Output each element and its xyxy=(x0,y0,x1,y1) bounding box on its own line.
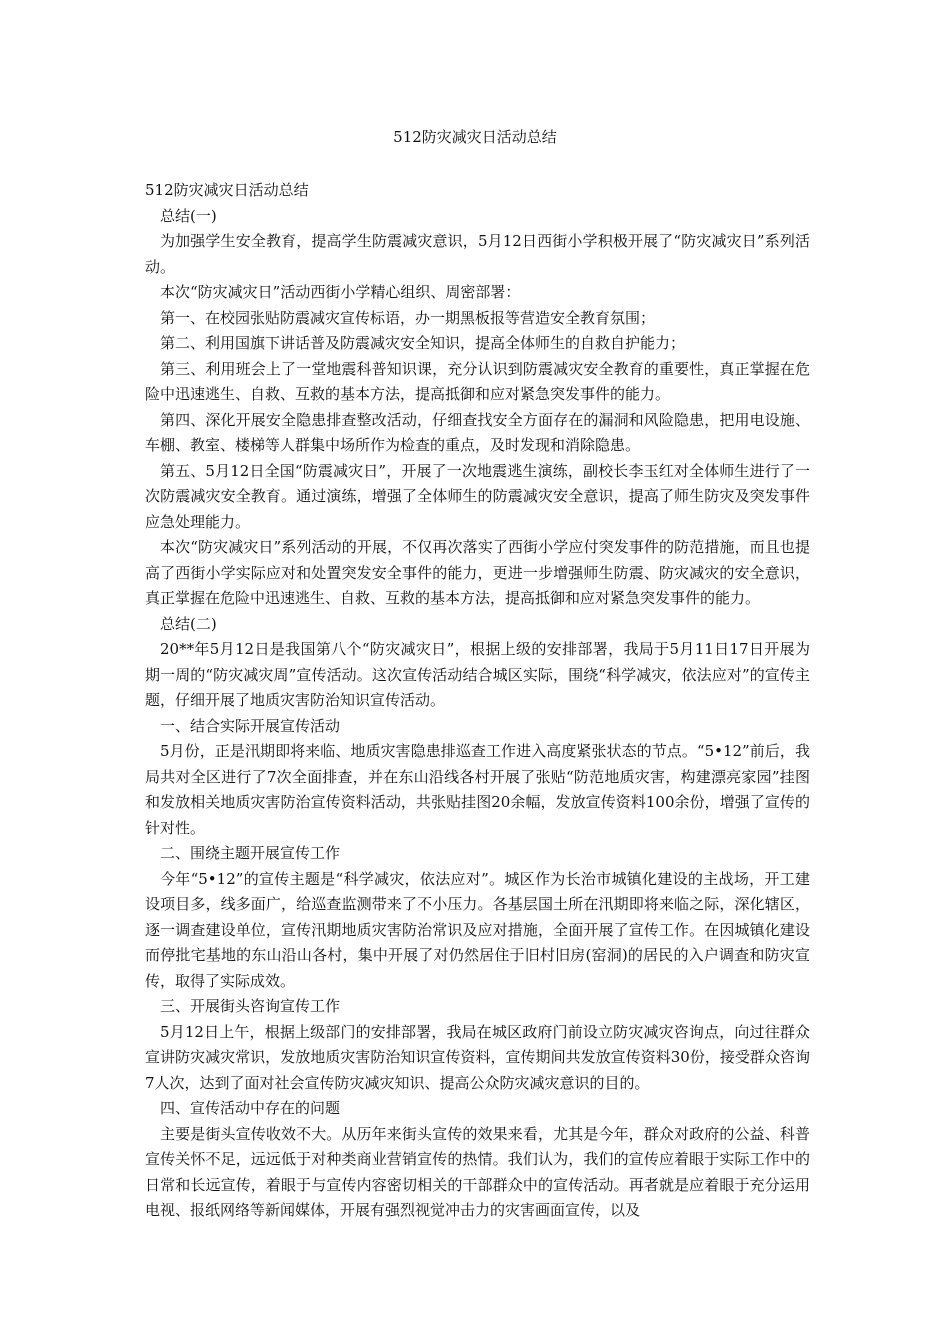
body-heading: 512防灾减灾日活动总结 xyxy=(145,181,309,199)
document-title: 512防灾减灾日活动总结 xyxy=(393,128,557,146)
paragraph: 5月12日上午，根据上级部门的安排部署，我局在城区政府门前设立防灾减灾咨询点，向过往群众宣讲防灾减灾常识，发放地质灾害防治知识宣传资料，宣传期间共发放宣传资料30份，接受群众咨询7人次，达到了面对社会宣传防灾减灾知识、提高公众防灾减灾意识的目的。 xyxy=(145,1022,810,1092)
list-item-first: 第一、在校园张贴防震减灾宣传标语，办一期黑板报等营造安全教育氛围； xyxy=(160,308,656,327)
paragraph: 本次“防灾减灾日”系列活动的开展，不仅再次落实了西街小学应付突发事件的防范措施，而且也提高了西街小学实际应对和处置突发安全事件的能力，更进一步增强师生防震、防灾减灾的安全意识，真正掌握在危险中迅速逃生、自救、互救的基本方法，提高抵御和应对紧急突发事件的能力。 xyxy=(145,538,810,607)
section-label-summary-1: 总结(一) xyxy=(160,206,217,225)
section-heading-4: 四、宣传活动中存在的问题 xyxy=(160,1099,341,1117)
paragraph: 为加强学生安全教育，提高学生防震减灾意识，5月12日西街小学积极开展了“防灾减灾日”系列活动。 xyxy=(145,232,810,276)
paragraph: 5月份，正是汛期即将来临、地质灾害隐患排巡查工作进入高度紧张状态的节点。“5•12”前后，我局共对全区进行了7次全面排查，并在东山沿线各村开展了张贴“防范地质灾害，构建漂亮家园”挂图和发放相关地质灾害防治宣传资料活动，共张贴挂图20余幅，发放宣传资料100余份，增强了宣传的针对性。 xyxy=(145,742,810,837)
section-heading-1: 一、结合实际开展宣传活动 xyxy=(160,716,341,735)
paragraph: 本次“防灾减灾日”活动西街小学精心组织、周密部署： xyxy=(160,283,521,301)
list-item-fourth: 第四、深化开展安全隐患排查整改活动，仔细查找安全方面存在的漏洞和风险隐患，把用电设施、车棚、教室、楼梯等人群集中场所作为检查的重点，及时发现和消除隐患。 xyxy=(145,410,810,454)
paragraph: 主要是街头宣传收效不大。从历年来街头宣传的效果来看，尤其是今年，群众对政府的公益、科普宣传关怀不足，远远低于对种类商业营销宣传的热情。我们认为，我们的宣传应着眼于实际工作中的日常和长远宣传，着眼于与宣传内容密切相关的干部群众中的宣传活动。再者就是应着眼于充分运用电视、报纸网络等新闻媒体，开展有强烈视觉冲击力的灾害画面宣传，以及 xyxy=(145,1124,810,1219)
section-heading-3: 三、开展街头咨询宣传工作 xyxy=(160,997,341,1015)
document-body xyxy=(145,178,810,1224)
section-label-summary-2: 总结(二) xyxy=(160,614,217,633)
paragraph: 20**年5月12日是我国第八个“防灾减灾日”，根据上级的安排部署，我局于5月11日17日开展为期一周的“防灾减灾周”宣传活动。这次宣传活动结合城区实际，围绕“科学减灾，依法应对”的宣传主题，仔细开展了地质灾害防治知识宣传活动。 xyxy=(145,640,810,709)
list-item-second: 第二、利用国旗下讲话普及防震减灾安全知识，提高全体师生的自救自护能力； xyxy=(160,334,686,352)
paragraph: 今年“5•12”的宣传主题是“科学减灾，依法应对”。城区作为长治市城镇化建设的主战场，开工建设项目多，线多面广，给巡查监测带来了不小压力。各基层国土所在汛期即将来临之际，深化辖区，逐一调查建设单位，宣传汛期地质灾害防治常识及应对措施，全面开展了宣传工作。在因城镇化建设而停批宅基地的东山沿山各村，集中开展了对仍然居住于旧村旧房(窑洞)的居民的入户调查和防灾宣传，取得了实际成效。 xyxy=(145,869,810,990)
section-heading-2: 二、围绕主题开展宣传工作 xyxy=(160,844,341,862)
list-item-fifth: 第五、5月12日全国“防震减灾日”，开展了一次地震逃生演练，副校长李玉红对全体师生进行了一次防震减灾安全教育。通过演练，增强了全体师生的防震减灾安全意识，提高了师生防灾及突发事件应急处理能力。 xyxy=(145,461,810,531)
list-item-third: 第三、利用班会上了一堂地震科普知识课，充分认识到防震减灾安全教育的重要性，真正掌握在危险中迅速逃生、自救、互救的基本方法，提高抵御和应对紧急突发事件的能力。 xyxy=(145,359,810,403)
